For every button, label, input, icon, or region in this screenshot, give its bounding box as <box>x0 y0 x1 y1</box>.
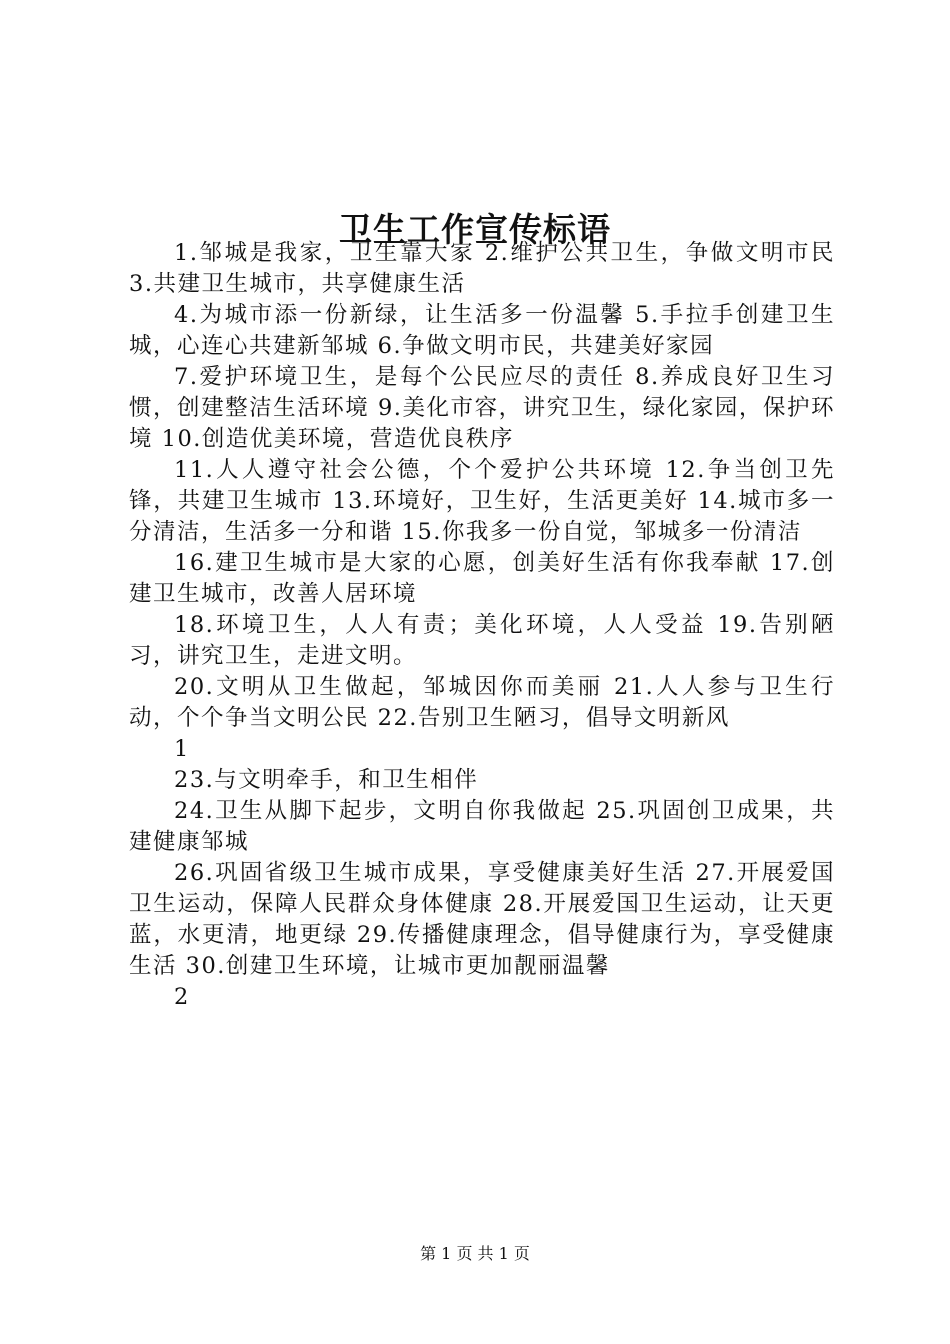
paragraph: 23.与文明牵手，和卫生相伴 <box>174 767 479 793</box>
paragraph: 24.卫生从脚下起步，文明自你我做起 25.巩固创卫成果，共建健康邹城 <box>129 798 835 855</box>
page-footer: 第 1 页 共 1 页 <box>420 1244 530 1263</box>
paragraph: 16.建卫生城市是大家的心愿，创美好生活有你我奉献 17.创建卫生城市，改善人居环境 <box>129 550 835 607</box>
paragraph: 18.环境卫生，人人有责；美化环境，人人受益 19.告别陋习，讲究卫生，走进文明。 <box>129 612 835 669</box>
page-number-marker: 2 <box>174 984 190 1010</box>
document-body <box>129 238 835 1013</box>
paragraph: 1.邹城是我家，卫生靠大家 2.维护公共卫生，争做文明市民 3.共建卫生城市，共享健康生活 <box>129 240 835 297</box>
paragraph: 26.巩固省级卫生城市成果，享受健康美好生活 27.开展爱国卫生运动，保障人民群众身体健康 28.开展爱国卫生运动，让天更蓝，水更清，地更绿 29.传播健康理念，倡导健康行为，享受健康生活 30.创建卫生环境，让城市更加靓丽温馨 <box>129 860 835 979</box>
paragraph: 20.文明从卫生做起，邹城因你而美丽 21.人人参与卫生行动，个个争当文明公民 22.告别卫生陋习，倡导文明新风 <box>129 674 835 731</box>
page-number-marker: 1 <box>174 736 190 762</box>
paragraph: 4.为城市添一份新绿，让生活多一份温馨 5.手拉手创建卫生城，心连心共建新邹城 6.争做文明市民，共建美好家园 <box>129 302 835 359</box>
page-title: 卫生工作宣传标语 <box>339 210 611 250</box>
paragraph: 11.人人遵守社会公德，个个爱护公共环境 12.争当创卫先锋，共建卫生城市 13.环境好，卫生好，生活更美好 14.城市多一分清洁，生活多一分和谐 15.你我多一份自觉，邹城多一份清洁 <box>129 457 835 545</box>
paragraph: 7.爱护环境卫生，是每个公民应尽的责任 8.养成良好卫生习惯，创建整洁生活环境 9.美化市容，讲究卫生，绿化家园，保护环境 10.创造优美环境，营造优良秩序 <box>129 364 835 452</box>
